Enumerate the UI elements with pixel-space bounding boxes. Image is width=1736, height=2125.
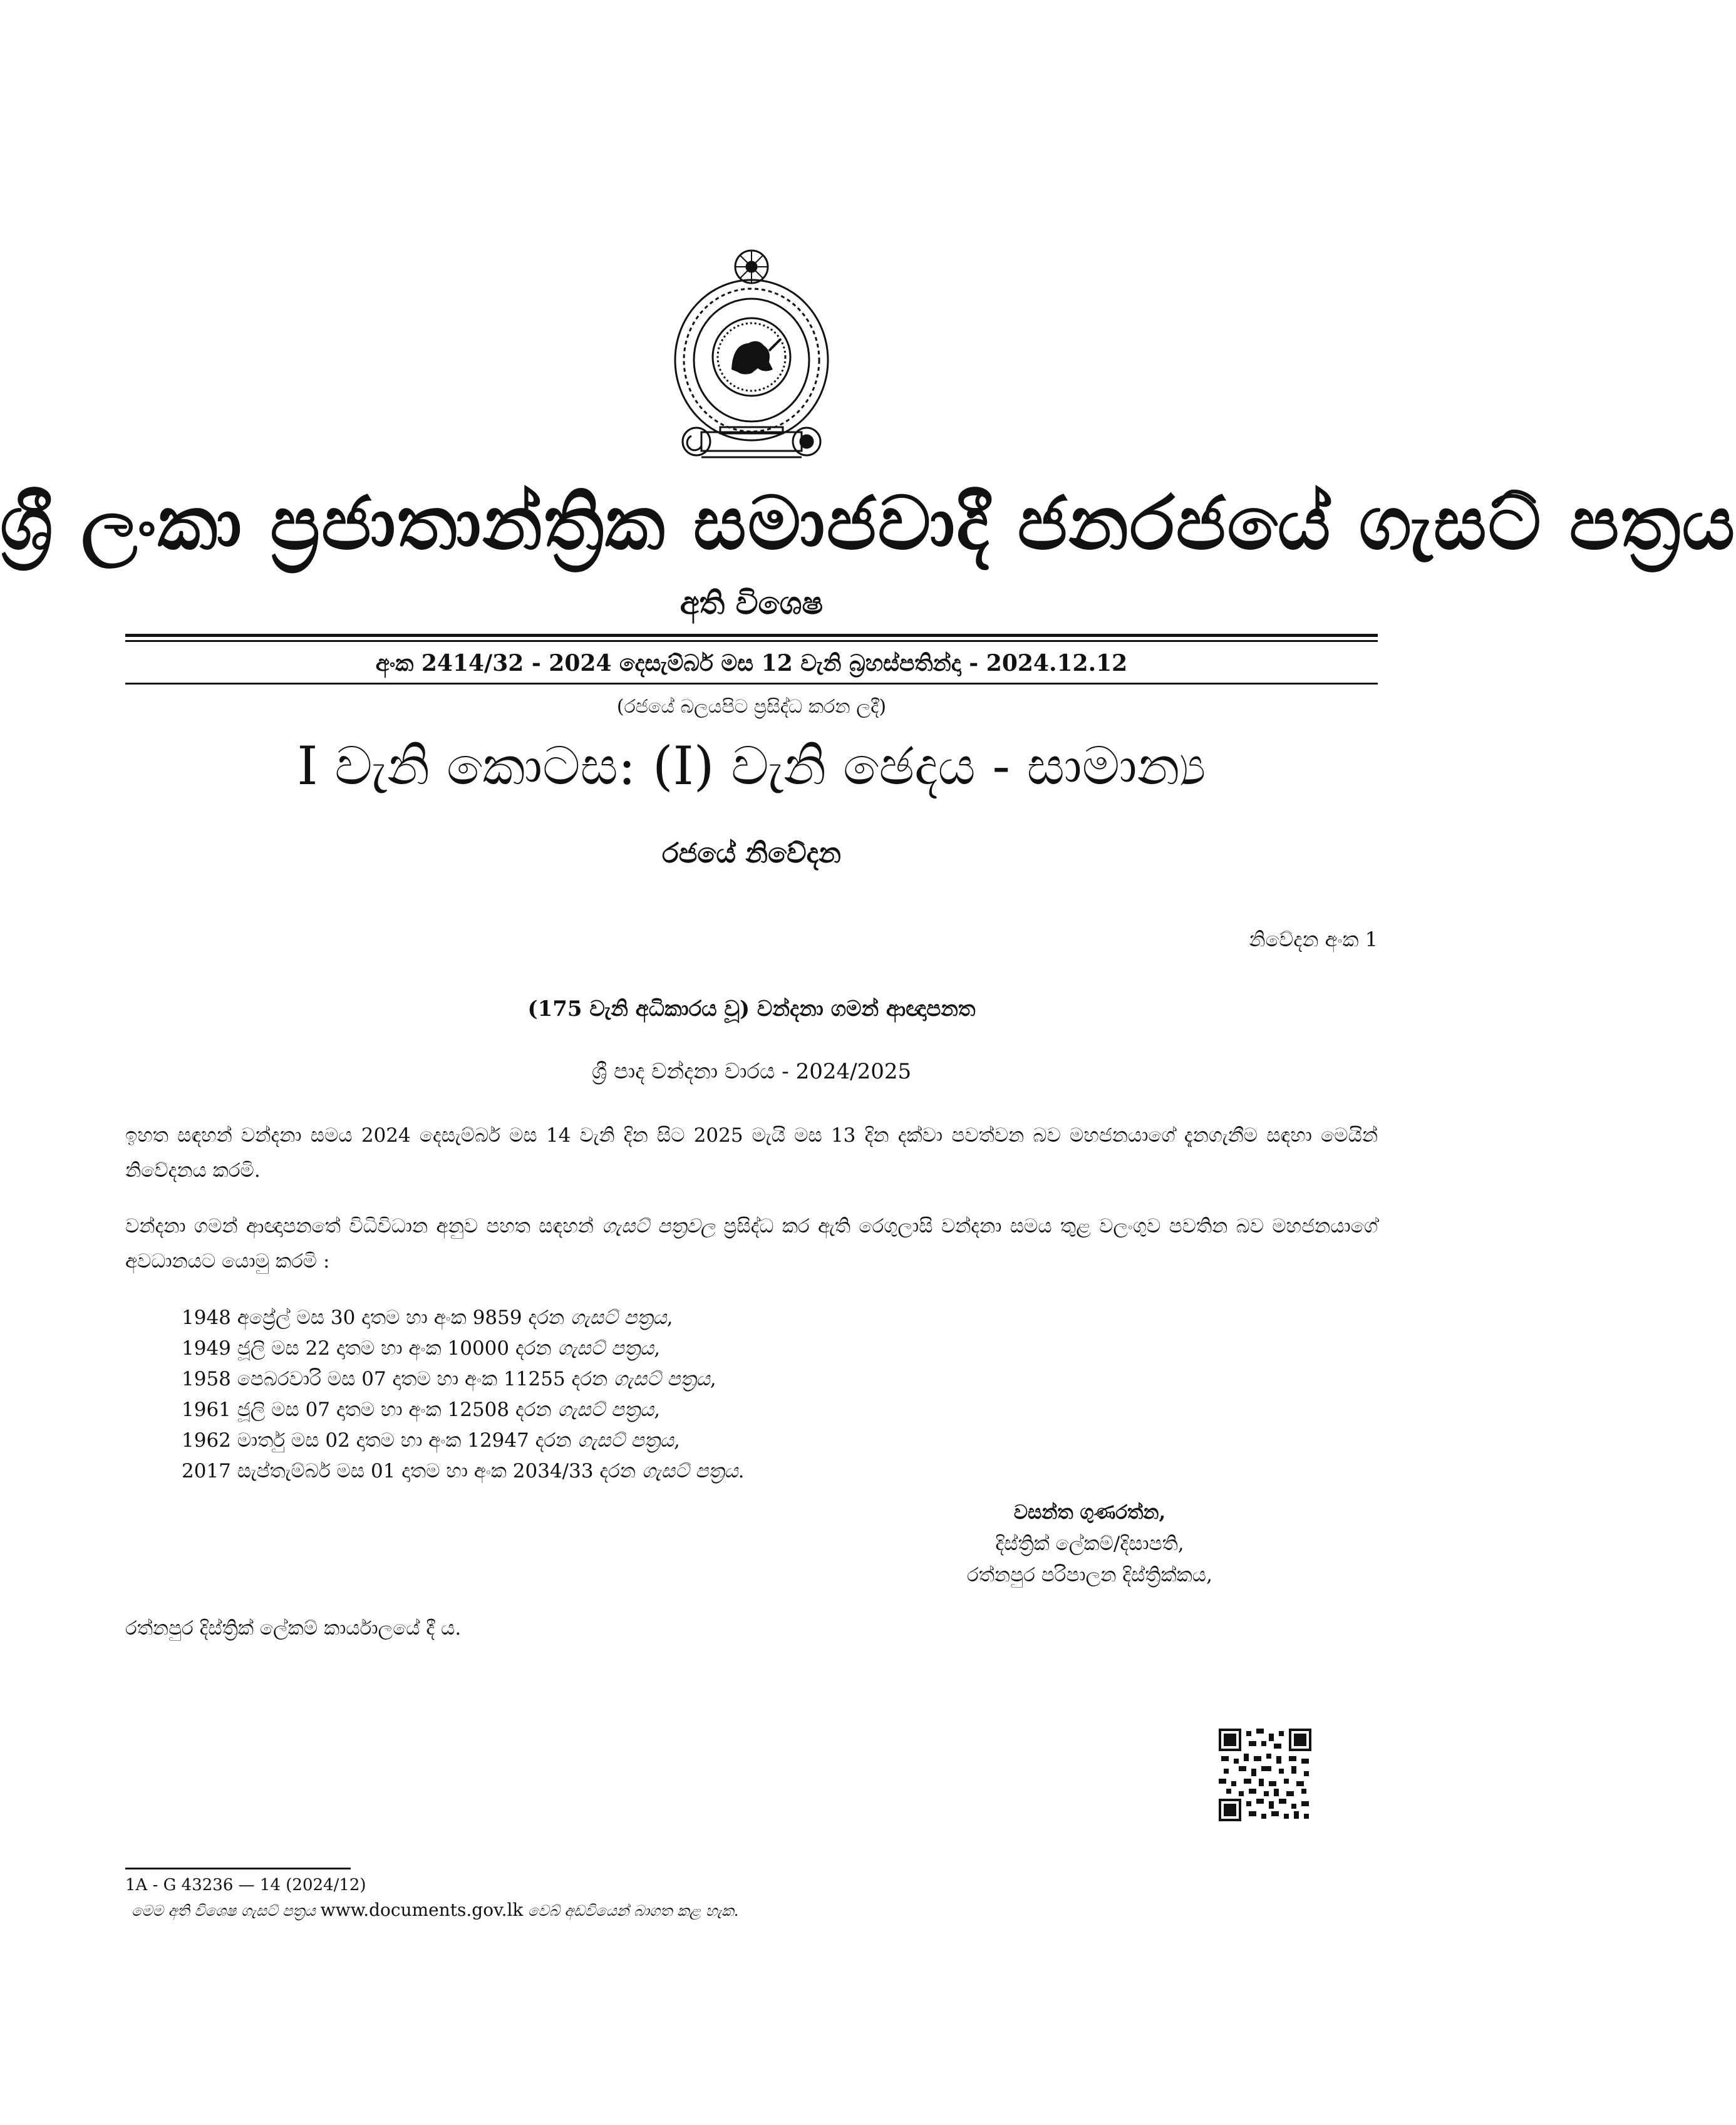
- list-item: 1949 ජූලි මස 22 දාතම හා අංක 10000 දරන ගැසට් පත්‍රය,: [182, 1337, 661, 1360]
- signatory-title: දිස්ත්‍රික් ලේකම්/දිසාපති,: [995, 1533, 1184, 1555]
- print-code: 1A - G 43236 — 14 (2024/12): [125, 1876, 366, 1895]
- list-item: 1962 මාර්තු මස 02 දාතම හා අංක 12947 දරන ගැසට් පත්‍රය,: [182, 1429, 680, 1452]
- signature-block: [877, 1497, 1303, 1591]
- footer-rule: [125, 1868, 351, 1869]
- section-heading: රජයේ නිවේදන: [662, 837, 841, 869]
- authority-note: (රජයේ බලයපිට ප්‍රසිද්ධ කරන ලදී): [616, 696, 887, 718]
- footer-note-text: මෙම අති විශෙෂ ගැසට් පත්‍රය: [132, 1902, 321, 1920]
- list-item: 1948 අප්‍රේල් මස 30 දාතම හා අංක 9859 දරන ගැසට් පත්‍රය,: [182, 1306, 673, 1329]
- gazette-title: ශ්‍රී ලංකා ප්‍රජාතාන්ත්‍රික සමාජවාදී ජනරජයේ ගැසට් පත්‍රය: [0, 479, 1736, 566]
- issuing-office: රත්නපුර දිස්ත්‍රික් ලේකම් කාර්යාලයේ දී ය.: [125, 1617, 462, 1640]
- notice-paragraph-1: ඉහත සඳහන් වන්දනා සමය 2024 දෙසැම්බර් මස 14 වැනි දින සිට 2025 මැයි මස 13 දින දක්වා පවත්වන බව මහජනයාගේ දැනගැනීම සඳහා මෙයින් නිවේදනය කරමි.: [125, 1124, 1378, 1182]
- gazette-list: [182, 1303, 1246, 1487]
- footer-note: [132, 1898, 738, 1923]
- signatory-district: රත්නපුර පරිපාලන දිස්ත්‍රික්කය,: [967, 1564, 1212, 1586]
- part-title: I වැනි කොටස: (I) වැනි ඡෙදය - සාමාන්‍ය: [297, 735, 1206, 797]
- notice-subheading: ශ්‍රී පාද වන්දනා වාරය - 2024/2025: [591, 1059, 912, 1084]
- edition-label: අති විශෙෂ: [679, 584, 824, 621]
- footer-url-link[interactable]: www.documents.gov.lk: [320, 1900, 524, 1920]
- header-rule-top-thin: [125, 640, 1378, 642]
- qr-code-icon: [1219, 1729, 1311, 1821]
- notice-heading: (175 වැනි අධිකාරය වූ) වන්දනා ගමන් ආඥාපනත: [527, 996, 976, 1021]
- list-item: 1958 පෙබරවාරි මස 07 දාතම හා අංක 11255 දරන ගැසට් පත්‍රය,: [182, 1368, 716, 1390]
- issue-line: අංක 2414/32 - 2024 දෙසැම්බර් මස 12 වැනි බ්‍රහස්පතින්දා - 2024.12.12: [375, 650, 1128, 676]
- signatory-name: වසන්ත ගුණරත්න,: [1013, 1501, 1166, 1524]
- paragraph-2-text: වන්දනා ගමන් ආඥාපනතේ විධිවිධාන අනුව පහත සඳහන්: [125, 1215, 602, 1238]
- notice-paragraph-2: [125, 1209, 1378, 1279]
- footer-note-text-end: වෙබ් අඩවියෙන් බාගත කළ හැක.: [523, 1902, 739, 1920]
- list-item: 2017 සැප්තැම්බර් මස 01 දාතම හා අංක 2034/33 දරන ගැසට් පත්‍රය.: [182, 1460, 745, 1482]
- list-item: 1961 ජූලි මස 07 දාතම හා අංක 12508 දරන ගැසට් පත්‍රය,: [182, 1399, 661, 1421]
- sri-lanka-emblem-icon: [664, 244, 839, 470]
- notice-number: නිවේදන අංක 1: [1249, 928, 1378, 951]
- header-rule-bottom: [125, 683, 1378, 685]
- paragraph-2-text-end: ප්‍රසිද්ධ කර ඇති රෙගුලාසි වන්දනා සමය තුළ වලංගුව පවතින බව මහජනයාගේ අවධානයට යොමු කරමි :: [125, 1215, 1378, 1273]
- header-rule-top: [125, 634, 1378, 637]
- paragraph-2-italic: ගැසට් පත්‍රවල: [602, 1215, 716, 1238]
